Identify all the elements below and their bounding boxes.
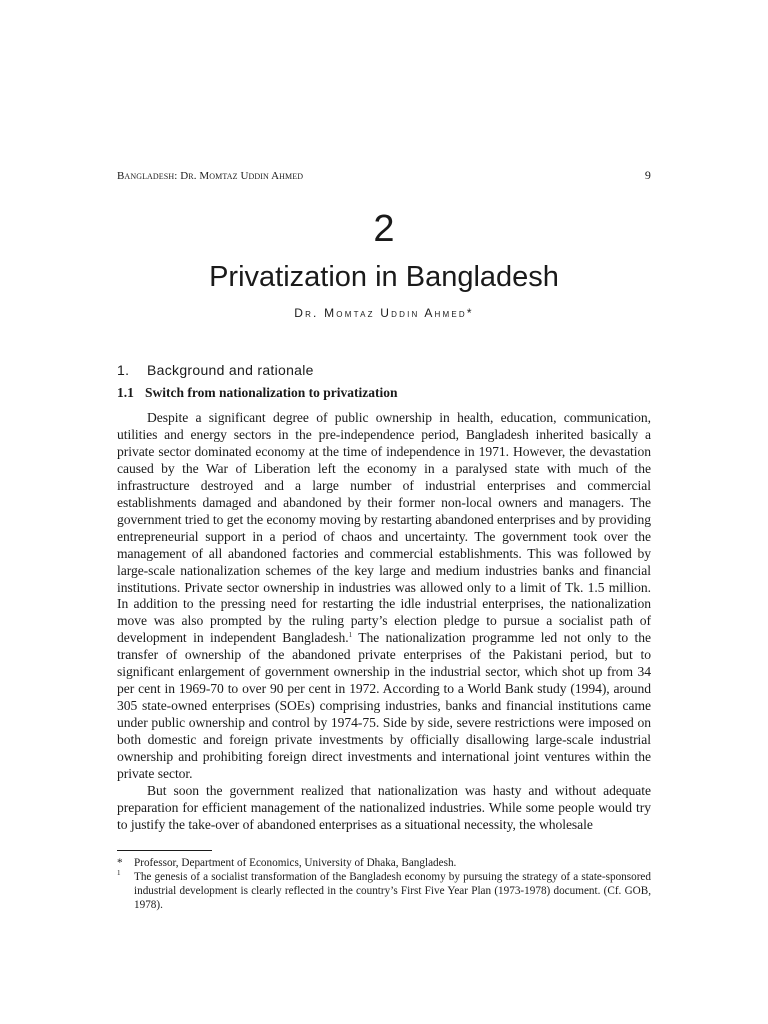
running-head-title: Bangladesh: Dr. Momtaz Uddin Ahmed: [117, 170, 304, 182]
paragraph-1-text-a: Despite a significant degree of public ownership in health, education, communication, utilities and energy sectors in the pre-independence period, Bangladesh inherited basically a private sector dominated economy at the time of independence in 1971. However, the devastation caused by the War of Liberation left the economy in a paralysed state with much of the infrastructure destroyed and a large number of industrial enterprises and commercial establishments damaged and abandoned by their former non-local owners and managers. The government tried to get the economy moving by restarting abandoned enterprises and by providing entrepreneurial support in a period of chaos and uncertainty. The government took over the management of all abandoned factories and commercial establishments. This was followed by large-scale nationalization schemes of the key large and medium industries banks and financial institutions. Private sector ownership in industries was allowed only to a limit of Tk. 1.5 million. In addition to the pressing need for restarting the idle industrial enterprises, the nationalization move was also prompted by the ruling party’s election pledge to pursue a socialist path of development in independent Bangladesh.: [117, 410, 651, 646]
footnote-author: [117, 856, 651, 870]
body-paragraph-2: But soon the government realized that nationalization was hasty and without adequate preparation for efficient management of the nationalized industries. While some people would try to justify the take-over of abandoned enterprises as a situational necessity, the wholesale: [117, 782, 651, 832]
chapter-title: Privatization in Bangladesh: [209, 261, 559, 293]
section-number: 1.: [117, 362, 130, 378]
section-heading: [117, 362, 314, 378]
footnotes: [117, 856, 651, 912]
footnote-divider: [117, 850, 212, 851]
subsection-title: Switch from nationalization to privatization: [145, 385, 398, 400]
footnote-mark: *: [117, 857, 123, 869]
footnote-text: The genesis of a socialist transformation of the Bangladesh economy by pursuing the strategy of a state-sponsored industrial development is clearly reflected in the country’s First Five Year Plan (1973-1978) document. (Cf. GOB, 1978).: [134, 871, 651, 911]
footnote-mark-number: 1: [117, 869, 121, 877]
section-title: Background and rationale: [147, 362, 314, 378]
footnote-1: [117, 870, 651, 912]
page-number: 9: [644, 168, 651, 182]
running-head: [117, 168, 651, 183]
paragraph-1-text-b: The nationalization programme led not only to the transfer of ownership of the abandoned private enterprises of the Pakistani period, but to significant enlargement of government ownership in the industrial sector, which shot up from 34 per cent in 1969-70 to over 90 per cent in 1972. According to a World Bank study (1994), around 305 state-owned enterprises (SOEs) comprising industries, banks and financial institutions came under public ownership and control by 1974-75. Side by side, severe restrictions were imposed on both domestic and foreign private investments by officially disallowing large-scale industrial ownership and prohibiting foreign direct investments and international joint ventures within the private sector.: [117, 630, 651, 782]
footnote-reference-1: 1: [348, 631, 353, 640]
footnote-text: Professor, Department of Economics, University of Dhaka, Bangladesh.: [134, 857, 457, 869]
subsection-number: 1.1: [117, 385, 134, 400]
subsection-heading: [117, 385, 398, 401]
author-footnote-mark: *: [466, 306, 474, 320]
body-paragraph-1: [117, 410, 651, 783]
chapter-number: 2: [373, 208, 395, 250]
footnote-mark: [117, 870, 134, 912]
author-name: Dr. Momtaz Uddin Ahmed: [294, 306, 467, 320]
body-text: [117, 410, 651, 834]
book-page: [117, 0, 651, 1024]
chapter-author: [117, 306, 651, 320]
